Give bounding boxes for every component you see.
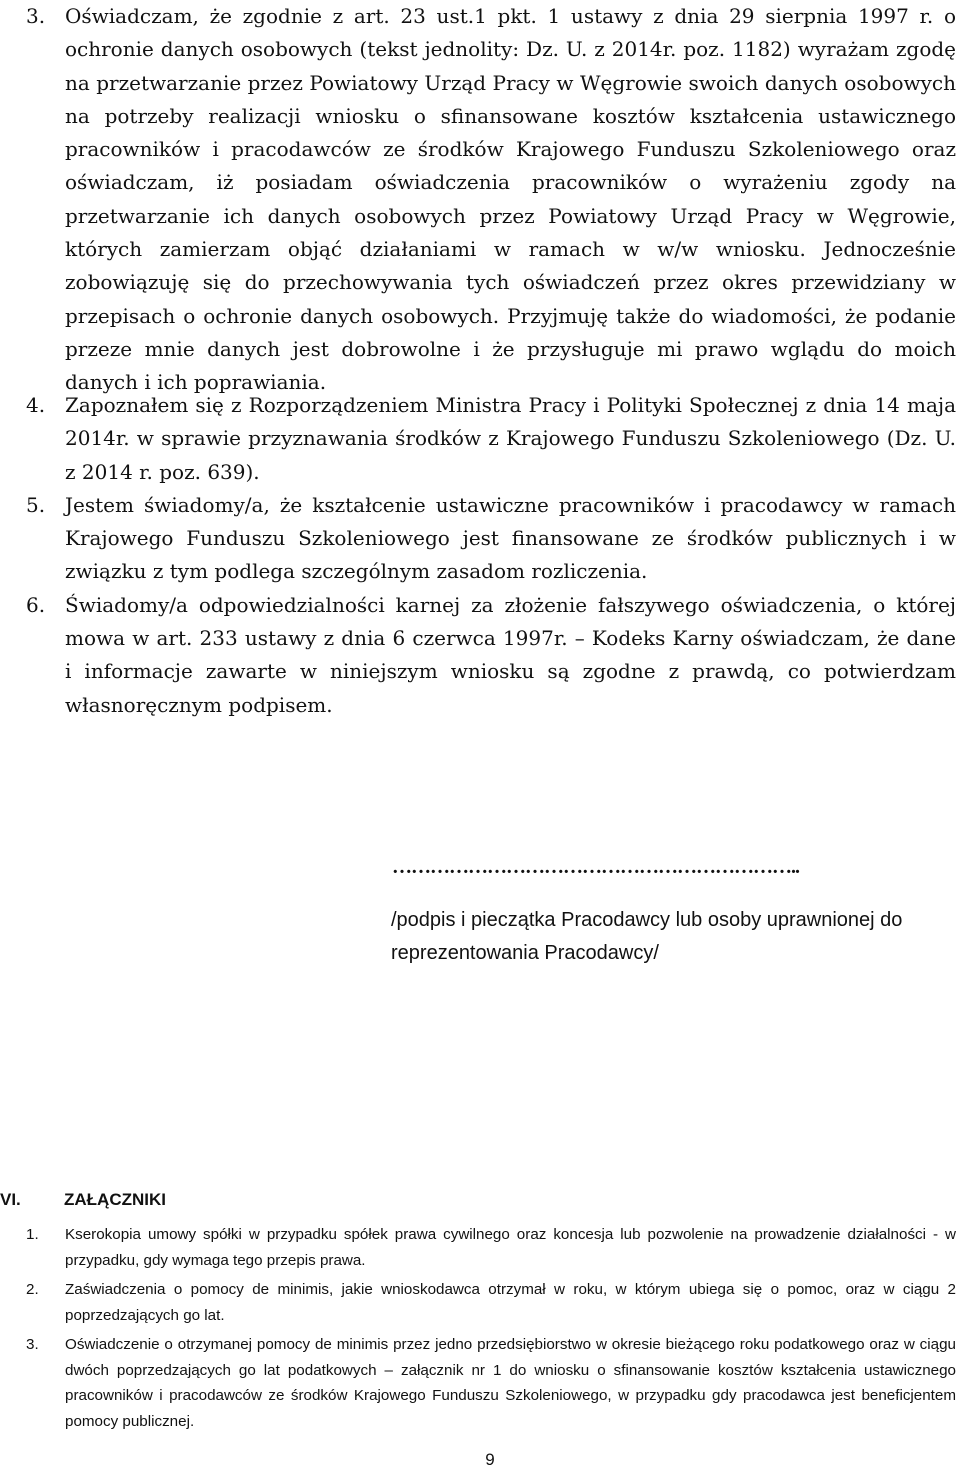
attachment-text: Kserokopia umowy spółki w przypadku spółek prawa cywilnego oraz koncesja lub pozwolenie na prowadzenie działalności - w przypadku, gdy wymaga tego przepis prawa.: [65, 1226, 956, 1269]
declaration-number: 6.: [26, 592, 46, 617]
declaration-text: Świadomy/a odpowiedzialności karnej za złożenie fałszywego oświadczenia, o której mowa w art. 233 ustawy z dnia 6 czerwca 1997r. – Kodeks Karny oświadczam, że dane i informacje zawarte w niniejszym wniosku są zgodne z prawdą, co potwierdzam własnoręcznym podpisem.: [65, 592, 956, 717]
declaration-item: [26, 0, 956, 400]
declaration-number: 4.: [26, 393, 46, 417]
declarations-list: [26, 0, 956, 400]
declaration-text: Jestem świadomy/a, że kształcenie ustawiczne pracowników i pracodawcy w ramach Krajowego Funduszu Szkoleniowego jest finansowane ze środków publicznych i w związku z tym podlega szczególnym zasadom rozliczenia.: [65, 492, 956, 584]
signature-caption: /podpis i pieczątka Pracodawcy lub osoby uprawnionej do reprezentowania Pracodawcy/: [391, 909, 903, 964]
attachment-item: [26, 1277, 956, 1328]
section-number: VI.: [0, 1190, 21, 1209]
page-number: 9: [485, 1450, 495, 1469]
section-title: ZAŁĄCZNIKI: [64, 1190, 166, 1209]
attachment-text: Zaświadczenia o pomocy de minimis, jakie wnioskodawca otrzymał w roku, w którym ubiega się o pomoc, oraz w ciągu 2 poprzedzających go lat.: [65, 1281, 956, 1324]
attachments-list: [26, 1222, 956, 1438]
declaration-item: [26, 389, 956, 489]
declaration-item: [26, 489, 956, 589]
declaration-item: [26, 589, 956, 722]
declaration-number: 3.: [26, 4, 46, 28]
attachment-text: Oświadczenie o otrzymanej pomocy de minimis przez jedno przedsiębiorstwo w okresie bieżącego roku podatkowego oraz w ciągu dwóch poprzedzających go lat podatkowych – załącznik nr 1 do wniosku o sfinansowanie kosztów kształcenia ustawicznego pracowników i pracodawców ze środków Krajowego Funduszu Szkoleniowego, w przypadku gdy pracodawca jest beneficjentem pomocy publicznej.: [65, 1336, 956, 1430]
declaration-text: Oświadczam, że zgodnie z art. 23 ust.1 pkt. 1 ustawy z dnia 29 sierpnia 1997 r. o ochronie danych osobowych (tekst jednolity: Dz. U. z 2014r. poz. 1182) wyrażam zgodę na przetwarzanie przez Powiatowy Urząd Pracy w Węgrowie swoich danych osobowych na potrzeby realizacji wniosku o sfinansowane kosztów kształcenia ustawicznego pracowników i pracodawców ze środków Krajowego Funduszu Szkoleniowego oraz oświadczam, iż posiadam oświadczenia pracowników o wyrażeniu zgody na przetwarzanie ich danych osobowych przez Powiatowy Urząd Pracy w Węgrowie, których zamierzam objąć działaniami w ramach w w/w wniosku. Jednocześnie zobowiązuję się do przechowywania tych oświadczeń przez okres przewidziany w przepisach o ochronie danych osobowych. Przyjmuję także do wiadomości, że podanie przeze mnie danych jest dobrowolne i że przysługuje mi prawo wglądu do moich danych i ich poprawiania.: [65, 4, 956, 395]
attachment-item: [26, 1222, 956, 1273]
attachment-number: 3.: [26, 1336, 39, 1353]
attachment-number: 2.: [26, 1281, 39, 1298]
attachment-number: 1.: [26, 1226, 39, 1243]
attachment-item: [26, 1332, 956, 1434]
declarations-list-continued: [26, 389, 956, 722]
signature-line: ………………………………………………………..: [392, 856, 799, 878]
declaration-text: Zapoznałem się z Rozporządzeniem Ministra Pracy i Polityki Społecznej z dnia 14 maja 2014r. w sprawie przyznawania środków z Krajowego Funduszu Szkoleniowego (Dz. U. z 2014 r. poz. 639).: [65, 393, 956, 484]
declaration-number: 5.: [26, 492, 46, 517]
